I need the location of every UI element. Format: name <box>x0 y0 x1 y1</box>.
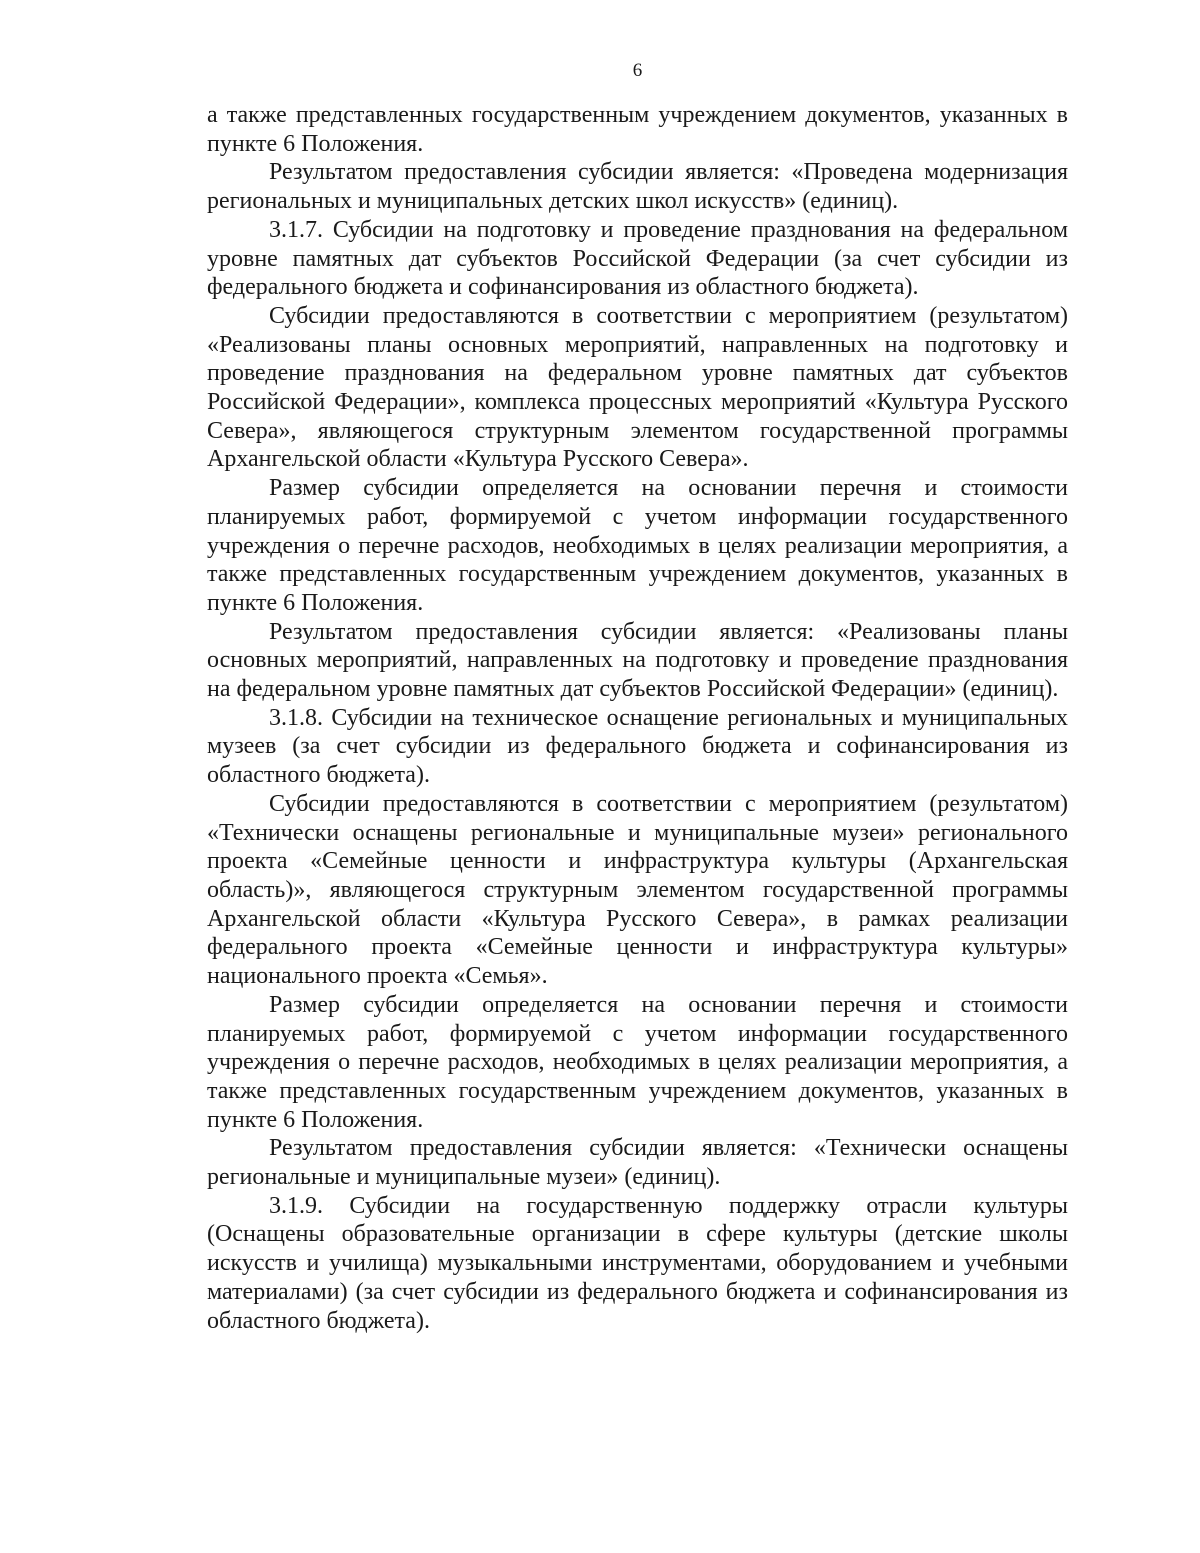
page-number: 6 <box>632 60 643 81</box>
paragraph-continuation: а также представленных государственным учреждением документов, указанных в пункте 6 Положения. <box>207 102 1068 157</box>
paragraph-3-1-8-size: Размер субсидии определяется на основании перечня и стоимости планируемых работ, формируемой с учетом информации государственного учреждения о перечне расходов, необходимых в целях реализации мероприятия, а также представленных государственным учреждением документов, указанных в пункте 6 Положения. <box>207 991 1068 1133</box>
paragraph-3-1-7-provision: Субсидии предоставляются в соответствии с мероприятием (результатом) «Реализованы планы основных мероприятий, направленных на подготовку и проведение празднования на федеральном уровне памятных дат субъектов Российской Федерации», комплекса процессных мероприятий «Культура Русского Севера», являющегося структурным элементом государственной программы Архангельской области «Культура Русского Севера». <box>207 302 1068 473</box>
document-body <box>207 101 1068 1335</box>
paragraph-3-1-7-size: Размер субсидии определяется на основании перечня и стоимости планируемых работ, формируемой с учетом информации государственного учреждения о перечне расходов, необходимых в целях реализации мероприятия, а также представленных государственным учреждением документов, указанных в пункте 6 Положения. <box>207 475 1068 616</box>
paragraph-3-1-8: 3.1.8. Субсидии на техническое оснащение региональных и муниципальных музеев (за счет субсидии из федерального бюджета и софинансирования из областного бюджета). <box>207 704 1068 789</box>
paragraph-3-1-7: 3.1.7. Субсидии на подготовку и проведение празднования на федеральном уровне памятных дат субъектов Российской Федерации (за счет субсидии из федерального бюджета и софинансирования из областного бюджета). <box>207 216 1068 301</box>
paragraph-3-1-7-result: Результатом предоставления субсидии является: «Реализованы планы основных мероприятий, направленных на подготовку и проведение празднования на федеральном уровне памятных дат субъектов Российской Федерации» (единиц). <box>207 618 1068 703</box>
paragraph-result-modernization: Результатом предоставления субсидии является: «Проведена модернизация региональных и муниципальных детских школ искусств» (единиц). <box>207 159 1068 215</box>
paragraph-3-1-8-provision: Субсидии предоставляются в соответствии с мероприятием (результатом) «Технически оснащены региональные и муниципальные музеи» регионального проекта «Семейные ценности и инфраструктура культуры (Архангельская область)», являющегося структурным элементом государственной программы Архангельской области «Культура Русского Севера», в рамках реализации федерального проекта «Семейные ценности и инфраструктура культуры» национального проекта «Семья». <box>207 790 1068 990</box>
paragraph-3-1-9: 3.1.9. Субсидии на государственную поддержку отрасли культуры (Оснащены образовательные организации в сфере культуры (детские школы искусств и училища) музыкальными инструментами, оборудованием и учебными материалами) (за счет субсидии из федерального бюджета и софинансирования из областного бюджета). <box>207 1192 1068 1334</box>
paragraph-3-1-8-result: Результатом предоставления субсидии является: «Технически оснащены региональные и муниципальные музеи» (единиц). <box>207 1135 1068 1191</box>
